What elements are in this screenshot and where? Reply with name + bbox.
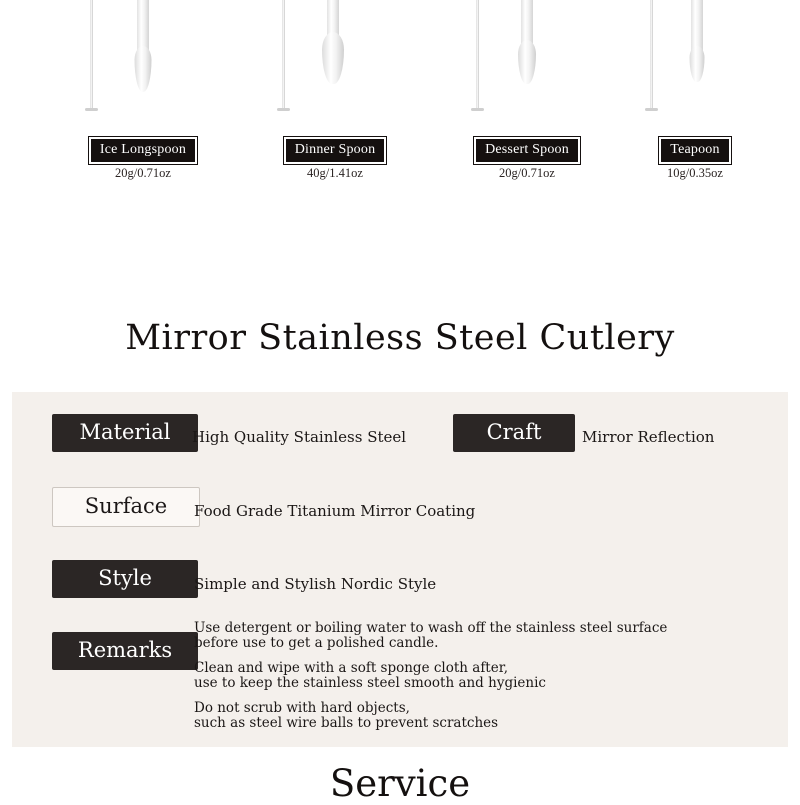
- remarks-paragraph: [194, 621, 734, 651]
- product-name-chip: [48, 137, 238, 164]
- spec-value-material: High Quality Stainless Steel: [192, 428, 407, 446]
- product-item: [48, 0, 238, 200]
- spoon-illustration-dinner-spoon: [240, 0, 430, 122]
- spec-badge-remarks: Remarks: [52, 632, 198, 670]
- remarks-paragraph: [194, 701, 734, 731]
- spoon-side-view: [476, 0, 479, 110]
- spec-badge-material: Material: [52, 414, 198, 452]
- product-weight: 20g/0.71oz: [115, 166, 171, 180]
- remarks-line: Clean and wipe with a soft sponge cloth after,: [194, 660, 508, 676]
- spoon-bowl: [135, 46, 152, 92]
- spec-value-style: Simple and Stylish Nordic Style: [194, 575, 437, 593]
- product-name-chip: [600, 137, 790, 164]
- product-name-label: Ice Longspoon: [89, 137, 197, 164]
- product-name-label: Teapoon: [659, 137, 730, 164]
- product-weight: 10g/0.35oz: [667, 166, 723, 180]
- spec-row-remarks: [52, 632, 198, 670]
- spoon-side-view: [650, 0, 653, 110]
- product-name-chip: [240, 137, 430, 164]
- product-item: [432, 0, 622, 200]
- spoon-illustration-dessert-spoon: [432, 0, 622, 122]
- product-lineup: [0, 0, 800, 200]
- spoon-illustration-teaspoon: [600, 0, 790, 122]
- remarks-line: Do not scrub with hard objects,: [194, 700, 410, 716]
- product-item: [600, 0, 790, 200]
- spoon-side-view: [90, 0, 93, 110]
- spec-value-craft: Mirror Reflection: [582, 428, 715, 446]
- spec-row-surface: [52, 487, 200, 527]
- page-title: Mirror Stainless Steel Cutlery: [125, 318, 675, 358]
- remarks-line: before use to get a polished candle.: [194, 635, 439, 651]
- spec-value-remarks: [194, 621, 734, 731]
- section-heading-service: Service: [329, 762, 471, 805]
- spec-badge-surface: Surface: [52, 487, 200, 527]
- product-name-label: Dinner Spoon: [284, 137, 387, 164]
- spoon-illustration-ice-longspoon: [48, 0, 238, 122]
- product-name-label: Dessert Spoon: [474, 137, 580, 164]
- product-name-chip: [432, 137, 622, 164]
- spec-row-craft: [453, 414, 575, 452]
- remarks-line: use to keep the stainless steel smooth and hygienic: [194, 675, 546, 691]
- remarks-line: Use detergent or boiling water to wash off the stainless steel surface: [194, 620, 668, 636]
- remarks-line: such as steel wire balls to prevent scratches: [194, 715, 499, 731]
- spoon-side-view-tip: [85, 108, 98, 111]
- spoon-bowl: [690, 46, 705, 82]
- remarks-paragraph: [194, 661, 734, 691]
- spoon-side-view-tip: [277, 108, 290, 111]
- spec-row-material: [52, 414, 198, 452]
- spoon-bowl: [518, 40, 536, 84]
- specifications-panel: [12, 392, 788, 747]
- spoon-side-view-tip: [471, 108, 484, 111]
- spoon-side-view-tip: [645, 108, 658, 111]
- spec-badge-style: Style: [52, 560, 198, 598]
- product-weight: 40g/1.41oz: [307, 166, 363, 180]
- spec-row-style: [52, 560, 198, 598]
- spoon-bowl: [322, 32, 344, 84]
- product-item: [240, 0, 430, 200]
- product-weight: 20g/0.71oz: [499, 166, 555, 180]
- spec-value-surface: Food Grade Titanium Mirror Coating: [194, 502, 476, 520]
- spec-badge-craft: Craft: [453, 414, 575, 452]
- spoon-side-view: [282, 0, 285, 110]
